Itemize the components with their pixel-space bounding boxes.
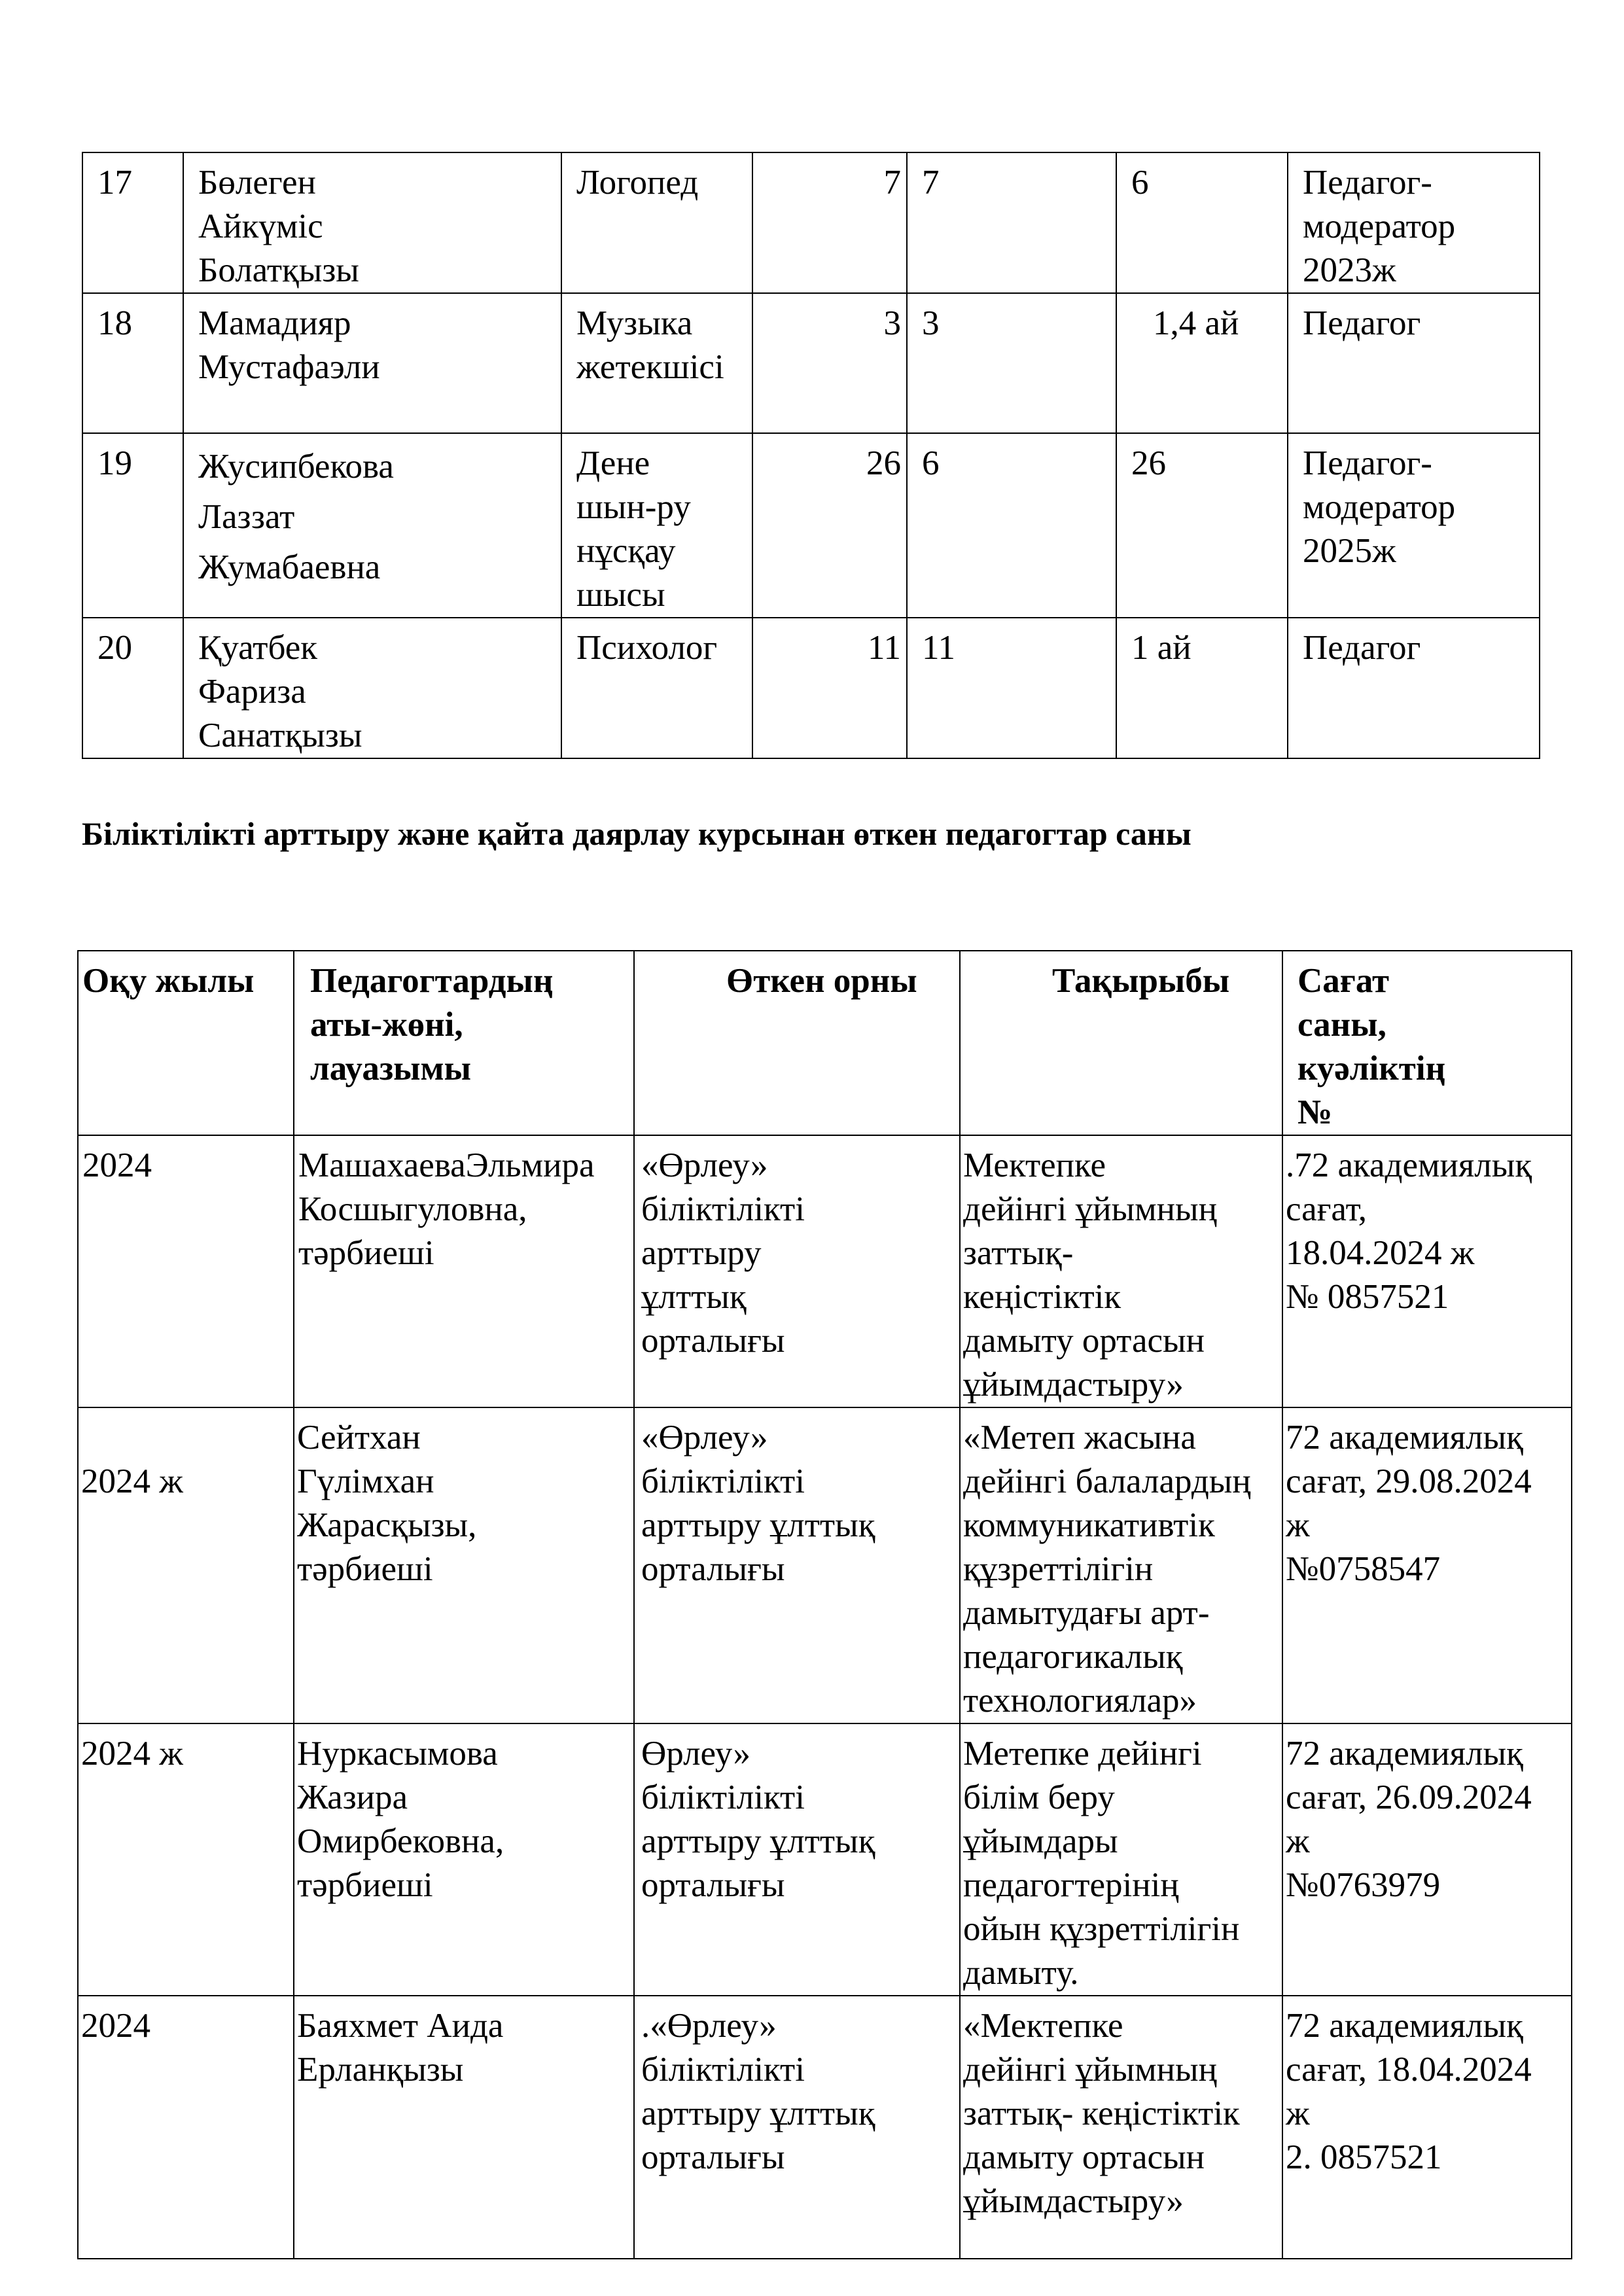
course-year: 2024 ж bbox=[78, 1407, 294, 1723]
course-topic: Метепке дейінгі білім беру ұйымдары педагогтерінің ойын құзреттілігін дамыту. bbox=[960, 1723, 1282, 1996]
table-row bbox=[78, 1996, 1572, 2259]
courses-table bbox=[77, 950, 1572, 2259]
table-row bbox=[82, 293, 1540, 433]
table-row bbox=[82, 152, 1540, 293]
teacher-name: Бөлеген Айкүміс Болатқызы bbox=[183, 152, 561, 293]
row-number: 19 bbox=[82, 433, 183, 618]
course-teacher: Баяхмет Аида Ерланқызы bbox=[294, 1996, 634, 2259]
organization-experience: 1 ай bbox=[1116, 618, 1288, 758]
course-hours: .72 академиялық сағат, 18.04.2024 ж № 0857521 bbox=[1282, 1135, 1572, 1407]
total-experience: 3 bbox=[752, 293, 907, 433]
table-row bbox=[82, 618, 1540, 758]
course-year: 2024 bbox=[78, 1135, 294, 1407]
organization-experience: 6 bbox=[1116, 152, 1288, 293]
total-experience: 7 bbox=[752, 152, 907, 293]
table-row bbox=[78, 1135, 1572, 1407]
course-topic: «Метеп жасына дейінгі балалардың коммуникативтік құзреттілігін дамытудағы арт- педагогикалық технологиялар» bbox=[960, 1407, 1282, 1723]
organization-experience: 26 bbox=[1116, 433, 1288, 618]
teacher-position: Дене шын-ру нұсқау шысы bbox=[561, 433, 752, 618]
course-year: 2024 bbox=[78, 1996, 294, 2259]
staff-table bbox=[82, 152, 1540, 759]
course-teacher: Сейтхан Гүлімхан Жарасқызы, тәрбиеші bbox=[294, 1407, 634, 1723]
table-row bbox=[82, 433, 1540, 618]
course-year: 2024 ж bbox=[78, 1723, 294, 1996]
teacher-position: Музыка жетекшісі bbox=[561, 293, 752, 433]
row-number: 20 bbox=[82, 618, 183, 758]
header-year: Оқу жылы bbox=[78, 951, 294, 1135]
course-place: .«Өрлеу» біліктілікті арттыру ұлттық орталығы bbox=[634, 1996, 960, 2259]
table-row bbox=[78, 1407, 1572, 1723]
header-topic: Тақырыбы bbox=[960, 951, 1282, 1135]
course-place: Өрлеу» біліктілікті арттыру ұлттық орталығы bbox=[634, 1723, 960, 1996]
pedagogical-experience: 11 bbox=[907, 618, 1116, 758]
teacher-position: Психолог bbox=[561, 618, 752, 758]
total-experience: 11 bbox=[752, 618, 907, 758]
course-topic: Мектепке дейінгі ұйымның заттық- кеңістіктік дамыту ортасын ұйымдастыру» bbox=[960, 1135, 1282, 1407]
header-teacher: Педагогтардың аты-жөні, лауазымы bbox=[294, 951, 634, 1135]
course-teacher: МашахаеваЭльмира Косшыгуловна, тәрбиеші bbox=[294, 1135, 634, 1407]
course-teacher: Нуркасымова Жазира Омирбековна, тәрбиеші bbox=[294, 1723, 634, 1996]
course-place: «Өрлеу» біліктілікті арттыру ұлттық орталығы bbox=[634, 1407, 960, 1723]
teacher-name: Қуатбек Фариза Санатқызы bbox=[183, 618, 561, 758]
course-hours: 72 академиялық сағат, 29.08.2024 ж №0758547 bbox=[1282, 1407, 1572, 1723]
header-place: Өткен орны bbox=[634, 951, 960, 1135]
course-place: «Өрлеу» біліктілікті арттыру ұлттық орталығы bbox=[634, 1135, 960, 1407]
teacher-name: Жусипбекова Лаззат Жумабаевна bbox=[183, 433, 561, 618]
pedagogical-experience: 6 bbox=[907, 433, 1116, 618]
header-hours: Сағат саны, куәліктің № bbox=[1282, 951, 1572, 1135]
section-title: Біліктілікті арттыру және қайта даярлау курсынан өткен педагогтар саны bbox=[82, 815, 1192, 852]
teacher-name: Мамадияр Мустафаэли bbox=[183, 293, 561, 433]
pedagogical-experience: 7 bbox=[907, 152, 1116, 293]
category: Педагог bbox=[1288, 618, 1540, 758]
teacher-position: Логопед bbox=[561, 152, 752, 293]
pedagogical-experience: 3 bbox=[907, 293, 1116, 433]
category: Педагог- модератор 2023ж bbox=[1288, 152, 1540, 293]
organization-experience: 1,4 ай bbox=[1116, 293, 1288, 433]
course-topic: «Мектепке дейінгі ұйымның заттық- кеңістіктік дамыту ортасын ұйымдастыру» bbox=[960, 1996, 1282, 2259]
category: Педагог bbox=[1288, 293, 1540, 433]
table-header-row bbox=[78, 951, 1572, 1135]
category: Педагог- модератор 2025ж bbox=[1288, 433, 1540, 618]
row-number: 18 bbox=[82, 293, 183, 433]
row-number: 17 bbox=[82, 152, 183, 293]
course-hours: 72 академиялық сағат, 18.04.2024 ж 2. 0857521 bbox=[1282, 1996, 1572, 2259]
table-row bbox=[78, 1723, 1572, 1996]
course-hours: 72 академиялық сағат, 26.09.2024 ж №0763979 bbox=[1282, 1723, 1572, 1996]
total-experience: 26 bbox=[752, 433, 907, 618]
